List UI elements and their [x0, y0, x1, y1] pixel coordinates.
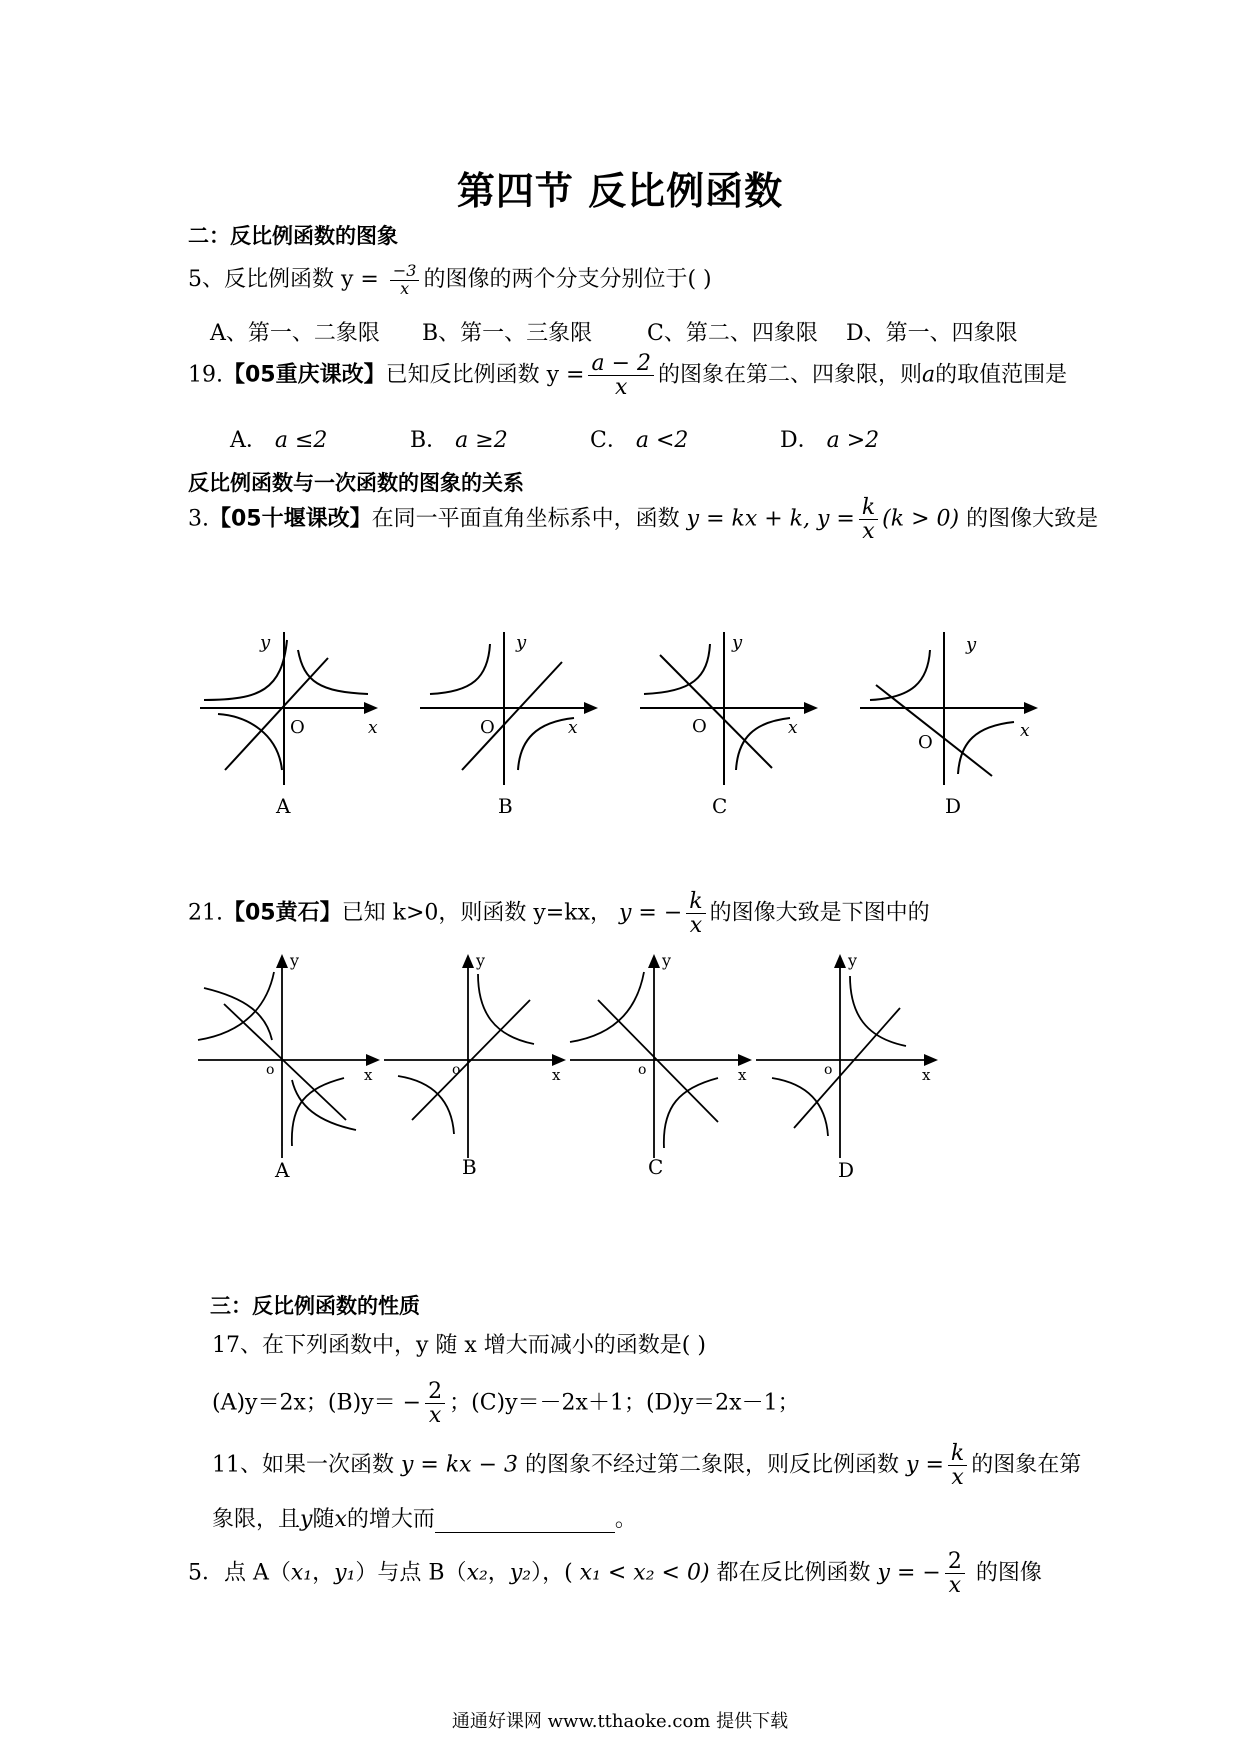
page-title: 第四节 反比例函数 — [456, 169, 784, 213]
q5b-expression: y = − — [877, 1560, 941, 1586]
q19-option-d-letter: D． — [780, 428, 820, 453]
q17-option-a: (A)y＝2x； — [212, 1390, 328, 1416]
q17-option-b-numerator: 2 — [425, 1380, 445, 1404]
q5-numerator: −3 — [390, 263, 420, 281]
q5b-prefix: 5．点 A（ — [188, 1560, 291, 1586]
q3-a-origin-label: O — [290, 717, 305, 738]
q11-line2-prefix: 象限，且 — [212, 1507, 301, 1532]
q3-number: 3. — [188, 506, 209, 532]
q3-c-y-label: y — [732, 632, 743, 653]
question-5b — [188, 1550, 1042, 1597]
q3-a-y-label: y — [260, 632, 271, 653]
q3-label-d: D — [945, 794, 962, 818]
q3-graph-c — [640, 630, 840, 790]
q3-c-x-label: x — [788, 718, 798, 738]
q11-denominator: x — [951, 1465, 964, 1491]
q17-option-b-denominator: x — [428, 1403, 442, 1429]
q11-line2-var-x: x — [334, 1507, 347, 1532]
q5b-middle-3: 都在反比例函数 — [716, 1560, 871, 1586]
q3-source-tag: 【05十堰课改】 — [209, 506, 372, 532]
q21-graph-d — [754, 951, 954, 1168]
q21-graph-c — [568, 951, 768, 1168]
q5-option-a: A、第一、二象限 — [210, 321, 380, 346]
q21-denominator: x — [689, 913, 703, 939]
q3-numerator: k — [859, 496, 878, 520]
q3-d-y-label: y — [966, 634, 977, 655]
section-heading-properties: 三：反比例函数的性质 — [210, 1294, 420, 1318]
q21-a-y-label: y — [290, 951, 300, 970]
q5b-denominator: x — [948, 1573, 962, 1599]
q19-denominator: x — [615, 375, 628, 401]
q19-option-c — [590, 423, 688, 454]
q19-option-c-expr: a <2 — [635, 428, 689, 453]
q3-label-a: A — [276, 794, 291, 818]
q3-suffix: 的图像大致是 — [966, 506, 1099, 532]
q19-option-a-letter: A． — [230, 428, 268, 453]
q11-line2-suffix: 的增大而 — [346, 1507, 435, 1532]
q17-option-b-fraction — [425, 1380, 445, 1427]
q5-prefix: 5、反比例函数 y = — [188, 267, 386, 292]
q3-prefix: 在同一平面直角坐标系中，函数 — [371, 506, 680, 532]
q5-option-c: C、第二、四象限 — [647, 321, 818, 346]
q3-label-b: B — [498, 794, 513, 818]
q19-option-b-expr: a ≥2 — [455, 428, 508, 453]
q21-c-y-label: y — [662, 951, 672, 970]
q21-graph-a — [196, 951, 396, 1168]
section-heading-relation: 反比例函数与一次函数的图象的关系 — [188, 471, 524, 495]
q5b-comma-2: ， — [487, 1560, 510, 1586]
q19-var: a — [922, 362, 936, 388]
q11-prefix: 11、如果一次函数 — [212, 1452, 394, 1478]
q3-label-c: C — [712, 794, 728, 818]
q21-c-origin-label: o — [638, 1062, 647, 1078]
q3-c-origin-label: O — [692, 716, 707, 737]
q5-fraction — [390, 260, 420, 298]
q21-graph-b — [382, 951, 582, 1168]
q5-denominator: x — [400, 278, 410, 298]
q3-denominator: x — [862, 519, 875, 545]
q5b-y1: y₁ — [334, 1560, 356, 1586]
q19-numerator: a − 2 — [588, 352, 654, 376]
q11-line2-end: 。 — [614, 1507, 637, 1532]
q17-options — [212, 1380, 800, 1427]
q5b-x1: x₁ — [290, 1560, 313, 1586]
q21-suffix: 的图像大致是下图中的 — [709, 900, 930, 926]
q21-b-origin-label: o — [452, 1062, 461, 1078]
q5-suffix: 的图像的两个分支分别位于( ) — [423, 267, 712, 292]
q21-c-x-label: x — [738, 1066, 747, 1084]
q19-option-d — [780, 423, 879, 454]
q3-b-y-label: y — [516, 632, 527, 653]
q3-condition: (k > 0) — [882, 506, 960, 532]
q3-graph-b — [420, 630, 620, 790]
q3-b-origin-label: O — [480, 717, 495, 738]
q11-numerator: k — [948, 1442, 967, 1466]
q19-suffix-1: 的图象在第二、四象限，则 — [658, 362, 923, 388]
q11-line2-var-y: y — [300, 1507, 313, 1532]
q19-option-a-expr: a ≤2 — [274, 428, 328, 453]
page-footer: 通通好课网 www.tthaoke.com 提供下载 — [451, 1711, 789, 1732]
q21-source-tag: 【05黄石】 — [223, 900, 342, 926]
q21-prefix: 已知 k>0，则函数 y=kx， — [341, 900, 612, 926]
q21-d-y-label: y — [848, 951, 858, 970]
q11-suffix: 的图象在第 — [971, 1452, 1082, 1478]
q3-graph-a — [200, 630, 400, 790]
q3-graph-d — [860, 630, 1060, 790]
q11-expression: y = kx − 3 — [401, 1452, 519, 1478]
q19-prefix: 已知反比例函数 y = — [385, 362, 585, 388]
q5-option-d: D、第一、四象限 — [846, 321, 1018, 346]
q5-option-b: B、第一、三象限 — [422, 321, 593, 346]
q5b-y2: y₂ — [509, 1560, 532, 1586]
q5b-comma-1: ， — [312, 1560, 335, 1586]
q5b-numerator: 2 — [945, 1550, 965, 1574]
q3-expression: y = kx + k, y = — [686, 506, 855, 532]
q3-d-x-label: x — [1020, 721, 1030, 741]
q19-number: 19. — [188, 362, 223, 388]
question-5 — [188, 262, 712, 297]
question-3 — [188, 496, 1098, 543]
q17-option-b-suffix: ； — [449, 1390, 472, 1416]
q19-source-tag: 【05重庆课改】 — [223, 362, 386, 388]
q3-a-x-label: x — [368, 718, 378, 738]
q11-middle: 的图象不经过第二象限，则反比例函数 — [525, 1452, 900, 1478]
question-21 — [188, 890, 930, 937]
q11-line-2 — [212, 1502, 637, 1533]
q21-label-d: D — [838, 1158, 855, 1182]
q3-d-origin-label: O — [918, 732, 933, 753]
q5b-x2: x₂ — [466, 1560, 488, 1586]
question-19 — [188, 352, 1067, 399]
q3-fraction — [859, 496, 878, 543]
q17-option-b-prefix: (B)y＝ − — [327, 1390, 422, 1416]
q5b-middle-2: ），( — [531, 1560, 573, 1586]
section-heading-graphs: 二：反比例函数的图象 — [188, 224, 398, 248]
q19-option-a — [230, 423, 327, 454]
q21-numerator: k — [686, 890, 705, 914]
q21-a-x-label: x — [364, 1066, 373, 1084]
q19-fraction — [588, 352, 654, 399]
q19-option-d-expr: a >2 — [826, 428, 880, 453]
q11-answer-blank[interactable] — [435, 1512, 615, 1533]
q21-number: 21. — [188, 900, 223, 926]
q11-fraction — [948, 1442, 967, 1489]
q19-option-b-letter: B． — [410, 428, 449, 453]
q21-label-b: B — [462, 1155, 477, 1179]
q21-fraction — [686, 890, 705, 937]
q11-line2-middle: 随 — [312, 1507, 335, 1532]
q5b-middle: ）与点 B（ — [355, 1560, 467, 1586]
q21-d-origin-label: o — [824, 1062, 833, 1078]
q5b-condition: x₁ < x₂ < 0) — [579, 1560, 710, 1586]
q17-option-c: (C)y＝－2x＋1； — [471, 1390, 646, 1416]
q3-b-x-label: x — [568, 718, 578, 738]
q21-label-a: A — [275, 1158, 290, 1182]
q5b-suffix: 的图像 — [975, 1560, 1042, 1586]
q21-b-y-label: y — [476, 951, 486, 970]
q11-expression-2: y = — [906, 1452, 944, 1478]
q17-option-d: (D)y＝2x－1； — [645, 1390, 800, 1416]
q5b-fraction — [945, 1550, 965, 1597]
question-17: 17、在下列函数中，y 随 x 增大而减小的函数是( ) — [212, 1333, 706, 1358]
q21-expression: y = − — [618, 900, 683, 926]
q19-option-c-letter: C． — [590, 428, 629, 453]
q21-d-x-label: x — [922, 1066, 931, 1084]
q19-option-b — [410, 423, 508, 454]
q21-a-origin-label: o — [266, 1062, 275, 1078]
q21-b-x-label: x — [552, 1066, 561, 1084]
q21-label-c: C — [648, 1155, 664, 1179]
question-11 — [212, 1442, 1081, 1489]
q19-suffix-2: 的取值范围是 — [935, 362, 1068, 388]
